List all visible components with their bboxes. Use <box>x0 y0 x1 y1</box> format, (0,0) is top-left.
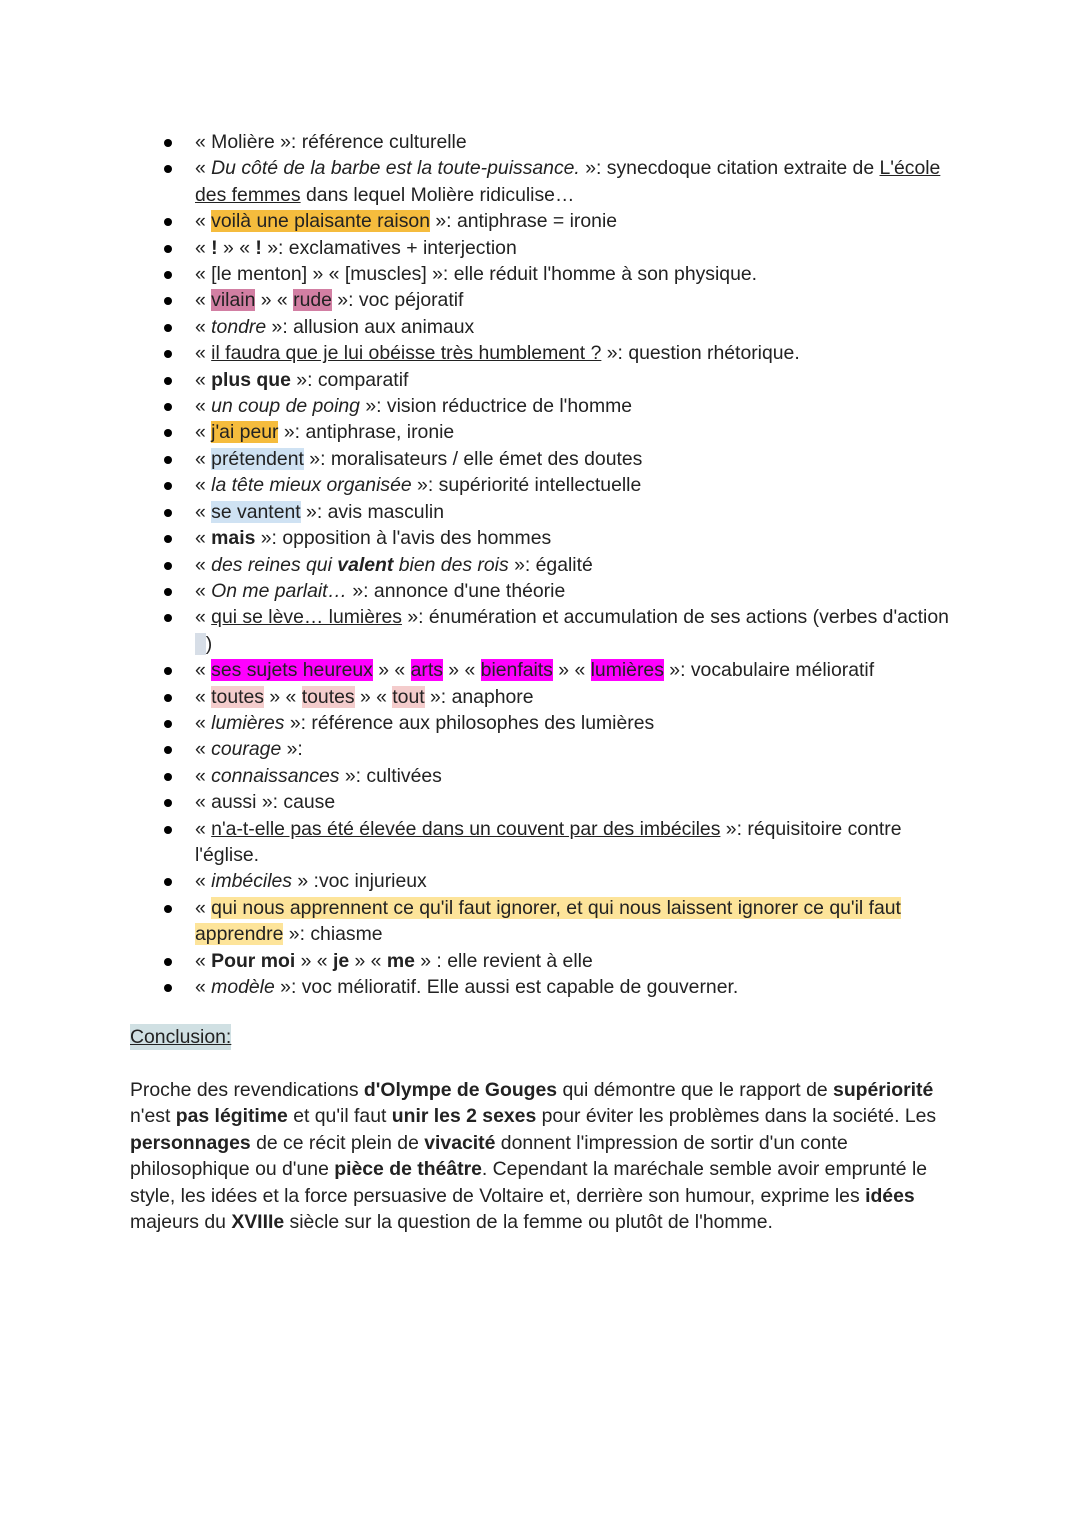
bullet-dot <box>164 482 172 490</box>
conclusion-heading: Conclusion: <box>130 1026 232 1048</box>
bullet-dot <box>164 799 172 807</box>
bullet-dot <box>164 614 172 622</box>
list-item: « courage »: <box>130 736 960 762</box>
bullet-dot <box>164 746 172 754</box>
list-item: « n'a-t-elle pas été élevée dans un couvent par des imbéciles »: réquisitoire contre l'église. <box>130 816 960 869</box>
bullet-dot <box>164 324 172 332</box>
conclusion-paragraph: Proche des revendications d'Olympe de Gouges qui démontre que le rapport de supériorité n'est pas légitime et qu'il faut unir les 2 sexes pour éviter les problèmes dans la société. Les personnages de ce récit plein de vivacité donnent l'impression de sortir d'un conte philosophique ou d'une pièce de théâtre. Cependant la maréchale semble avoir emprunté le style, les idées et la force persuasive de Voltaire et, derrière son humour, exprime les idées majeurs du XVIIIe siècle sur la question de la femme ou plutôt de l'homme. <box>130 1079 937 1234</box>
list-item: « modèle »: voc mélioratif. Elle aussi est capable de gouverner. <box>130 974 960 1000</box>
bullet-dot <box>164 958 172 966</box>
bullet-dot <box>164 878 172 886</box>
list-item: « ! » « ! »: exclamatives + interjection <box>130 235 960 261</box>
bullet-dot <box>164 773 172 781</box>
bullet-dot <box>164 509 172 517</box>
list-item: « un coup de poing »: vision réductrice de l'homme <box>130 393 960 419</box>
list-item: « se vantent »: avis masculin <box>130 499 960 525</box>
bullet-dot <box>164 667 172 675</box>
bullet-dot <box>164 165 172 173</box>
list-item: « prétendent »: moralisateurs / elle émet des doutes <box>130 446 960 472</box>
list-item: « il faudra que je lui obéisse très humblement ? »: question rhétorique. <box>130 340 960 366</box>
bullet-dot <box>164 245 172 253</box>
list-item: « des reines qui valent bien des rois »: égalité <box>130 552 960 578</box>
bullet-dot <box>164 350 172 358</box>
bullet-dot <box>164 456 172 464</box>
list-item: « tondre »: allusion aux animaux <box>130 314 960 340</box>
bullet-dot <box>164 588 172 596</box>
bullet-dot <box>164 535 172 543</box>
bullet-dot <box>164 429 172 437</box>
analysis-bullet-list <box>130 129 960 1000</box>
list-item: « On me parlait… »: annonce d'une théorie <box>130 578 960 604</box>
list-item: « toutes » « toutes » « tout »: anaphore <box>130 684 960 710</box>
list-item: « qui nous apprennent ce qu'il faut ignorer, et qui nous laissent ignorer ce qu'il faut apprendre »: chiasme <box>130 895 960 948</box>
list-item: « qui se lève… lumières »: énumération et accumulation de ses actions (verbes d'action ) <box>130 604 960 657</box>
bullet-dot <box>164 271 172 279</box>
list-item: « vilain » « rude »: voc péjoratif <box>130 287 960 313</box>
bullet-dot <box>164 377 172 385</box>
list-item: « Molière »: référence culturelle <box>130 129 960 155</box>
bullet-dot <box>164 139 172 147</box>
bullet-dot <box>164 297 172 305</box>
list-item: « j'ai peur »: antiphrase, ironie <box>130 419 960 445</box>
bullet-dot <box>164 562 172 570</box>
list-item: « lumières »: référence aux philosophes des lumières <box>130 710 960 736</box>
bullet-dot <box>164 403 172 411</box>
list-item: « [le menton] » « [muscles] »: elle réduit l'homme à son physique. <box>130 261 960 287</box>
list-item: « voilà une plaisante raison »: antiphrase = ironie <box>130 208 960 234</box>
list-item: « la tête mieux organisée »: supériorité intellectuelle <box>130 472 960 498</box>
bullet-dot <box>164 984 172 992</box>
bullet-dot <box>164 720 172 728</box>
list-item: « mais »: opposition à l'avis des hommes <box>130 525 960 551</box>
list-item: « imbéciles » :voc injurieux <box>130 868 960 894</box>
bullet-dot <box>164 218 172 226</box>
bullet-dot <box>164 905 172 913</box>
list-item: « connaissances »: cultivées <box>130 763 960 789</box>
bullet-dot <box>164 694 172 702</box>
list-item: « plus que »: comparatif <box>130 367 960 393</box>
list-item: « ses sujets heureux » « arts » « bienfaits » « lumières »: vocabulaire mélioratif <box>130 657 960 683</box>
list-item: « Du côté de la barbe est la toute-puissance. »: synecdoque citation extraite de L'école des femmes dans lequel Molière ridiculise… <box>130 155 960 208</box>
list-item: « Pour moi » « je » « me » : elle revient à elle <box>130 948 960 974</box>
bullet-dot <box>164 826 172 834</box>
list-item: « aussi »: cause <box>130 789 960 815</box>
